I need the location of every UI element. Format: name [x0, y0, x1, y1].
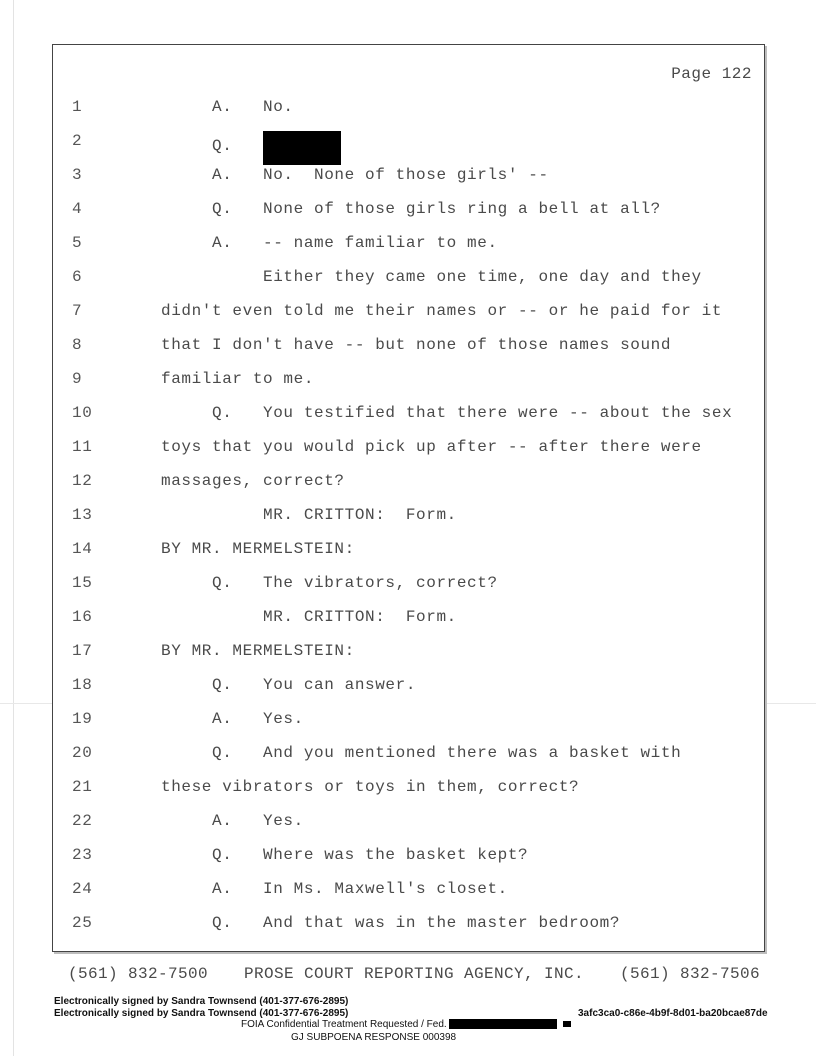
signature-line-1: Electronically signed by Sandra Townsend (401-377-676-2895) [54, 996, 349, 1007]
subpoena-label: GJ SUBPOENA RESPONSE 000398 [291, 1032, 457, 1043]
transcript-line [53, 877, 764, 901]
line-text-content: these vibrators or toys in them, correct? [161, 778, 580, 796]
line-text-content: MR. CRITTON: Form. [161, 608, 457, 626]
line-text-content: Q. Where was the basket kept? [161, 846, 529, 864]
line-number: 19 [72, 710, 93, 728]
transcript-line [53, 707, 764, 731]
line-text-content: BY MR. MERMELSTEIN: [161, 642, 355, 660]
line-number: 16 [72, 608, 93, 626]
line-text [161, 809, 304, 833]
foia-redaction-tail [563, 1021, 571, 1027]
line-text [161, 843, 528, 867]
foia-notice-text: FOIA Confidential Treatment Requested / Fed. [241, 1019, 447, 1030]
line-text [161, 775, 579, 799]
line-text [161, 231, 498, 255]
line-text-content: massages, correct? [161, 472, 345, 490]
transcript-line [53, 911, 764, 935]
line-number: 10 [72, 404, 93, 422]
line-text-content: that I don't have -- but none of those names sound [161, 336, 672, 354]
phone-left: (561) 832-7500 [68, 965, 209, 983]
line-number: 8 [72, 336, 83, 354]
line-text [161, 469, 345, 493]
transcript-line [53, 741, 764, 765]
transcript-line [53, 401, 764, 425]
line-text [161, 129, 341, 163]
line-number: 23 [72, 846, 93, 864]
line-text [161, 537, 355, 561]
line-text-content: MR. CRITTON: Form. [161, 506, 457, 524]
line-text [161, 571, 498, 595]
line-text-content: Either they came one time, one day and they [161, 268, 702, 286]
line-number: 14 [72, 540, 93, 558]
transcript-line [53, 537, 764, 561]
line-text-content: A. Yes. [161, 812, 304, 830]
line-text-content: A. No. [161, 98, 294, 116]
line-text-content: Q. And you mentioned there was a basket with [161, 744, 682, 762]
line-text-content: A. No. None of those girls' -- [161, 166, 549, 184]
line-text [161, 265, 702, 289]
line-text [161, 163, 549, 187]
line-text [161, 673, 416, 697]
transcript-line [53, 843, 764, 867]
transcript-line [53, 367, 764, 391]
line-number: 22 [72, 812, 93, 830]
line-text [161, 299, 722, 323]
line-text-content: familiar to me. [161, 370, 315, 388]
transcript-line [53, 197, 764, 221]
foia-notice [241, 1019, 571, 1030]
transcript-line [53, 231, 764, 255]
line-text [161, 401, 732, 425]
line-text [161, 605, 457, 629]
line-text-content: didn't even told me their names or -- or he paid for it [161, 302, 723, 320]
line-text-content: Q. [161, 137, 264, 156]
line-text-content: A. -- name familiar to me. [161, 234, 498, 252]
line-number: 24 [72, 880, 93, 898]
line-text [161, 503, 457, 527]
line-text [161, 877, 508, 901]
transcript-line [53, 129, 764, 156]
document-hash: 3afc3ca0-c86e-4b9f-8d01-ba20bcae87de [578, 1008, 768, 1019]
scan-edge-rule [13, 0, 14, 1056]
line-text-content: toys that you would pick up after -- after there were [161, 438, 702, 456]
line-number: 21 [72, 778, 93, 796]
line-text [161, 639, 355, 663]
transcript-line [53, 299, 764, 323]
line-text-content: Q. None of those girls ring a bell at all? [161, 200, 661, 218]
transcript-line [53, 809, 764, 833]
line-text-content: Q. And that was in the master bedroom? [161, 914, 621, 932]
line-text [161, 367, 314, 391]
line-number: 3 [72, 166, 83, 184]
transcript-line [53, 435, 764, 459]
line-text-content: A. In Ms. Maxwell's closet. [161, 880, 508, 898]
line-number: 6 [72, 268, 83, 286]
line-number: 18 [72, 676, 93, 694]
line-text-content: A. Yes. [161, 710, 304, 728]
line-number: 25 [72, 914, 93, 932]
transcript-line [53, 775, 764, 799]
transcript-line [53, 605, 764, 629]
transcript-line [53, 265, 764, 289]
line-text-content: BY MR. MERMELSTEIN: [161, 540, 355, 558]
line-number: 4 [72, 200, 83, 218]
line-text-content: Q. The vibrators, correct? [161, 574, 498, 592]
transcript-line [53, 469, 764, 493]
line-number: 15 [72, 574, 93, 592]
line-number: 13 [72, 506, 93, 524]
line-number: 2 [72, 132, 83, 150]
line-text [161, 707, 304, 731]
transcript-line [53, 95, 764, 119]
agency-name: PROSE COURT REPORTING AGENCY, INC. [243, 965, 585, 983]
line-number: 9 [72, 370, 83, 388]
signature-line-2: Electronically signed by Sandra Townsend (401-377-676-2895) [54, 1008, 349, 1019]
transcript-line [53, 571, 764, 595]
line-text-content: Q. You can answer. [161, 676, 417, 694]
transcript-line [53, 503, 764, 527]
page-number: Page 122 [671, 65, 752, 83]
line-number: 11 [72, 438, 93, 456]
line-number: 12 [72, 472, 93, 490]
line-text [161, 197, 661, 221]
line-number: 5 [72, 234, 83, 252]
transcript-line [53, 639, 764, 663]
reporting-agency-footer [68, 965, 760, 983]
transcript-line [53, 163, 764, 187]
transcript-line [53, 673, 764, 697]
line-number: 7 [72, 302, 83, 320]
line-text [161, 333, 671, 357]
phone-right: (561) 832-7506 [619, 965, 760, 983]
line-text [161, 95, 294, 119]
transcript-page [52, 44, 765, 952]
line-number: 1 [72, 98, 83, 116]
foia-redaction-block [449, 1019, 557, 1029]
transcript-line [53, 333, 764, 357]
line-text [161, 741, 681, 765]
line-number: 17 [72, 642, 93, 660]
line-text-content: Q. You testified that there were -- about the sex [161, 404, 733, 422]
line-number: 20 [72, 744, 93, 762]
line-text [161, 435, 702, 459]
redaction-block [263, 131, 341, 165]
line-text [161, 911, 620, 935]
